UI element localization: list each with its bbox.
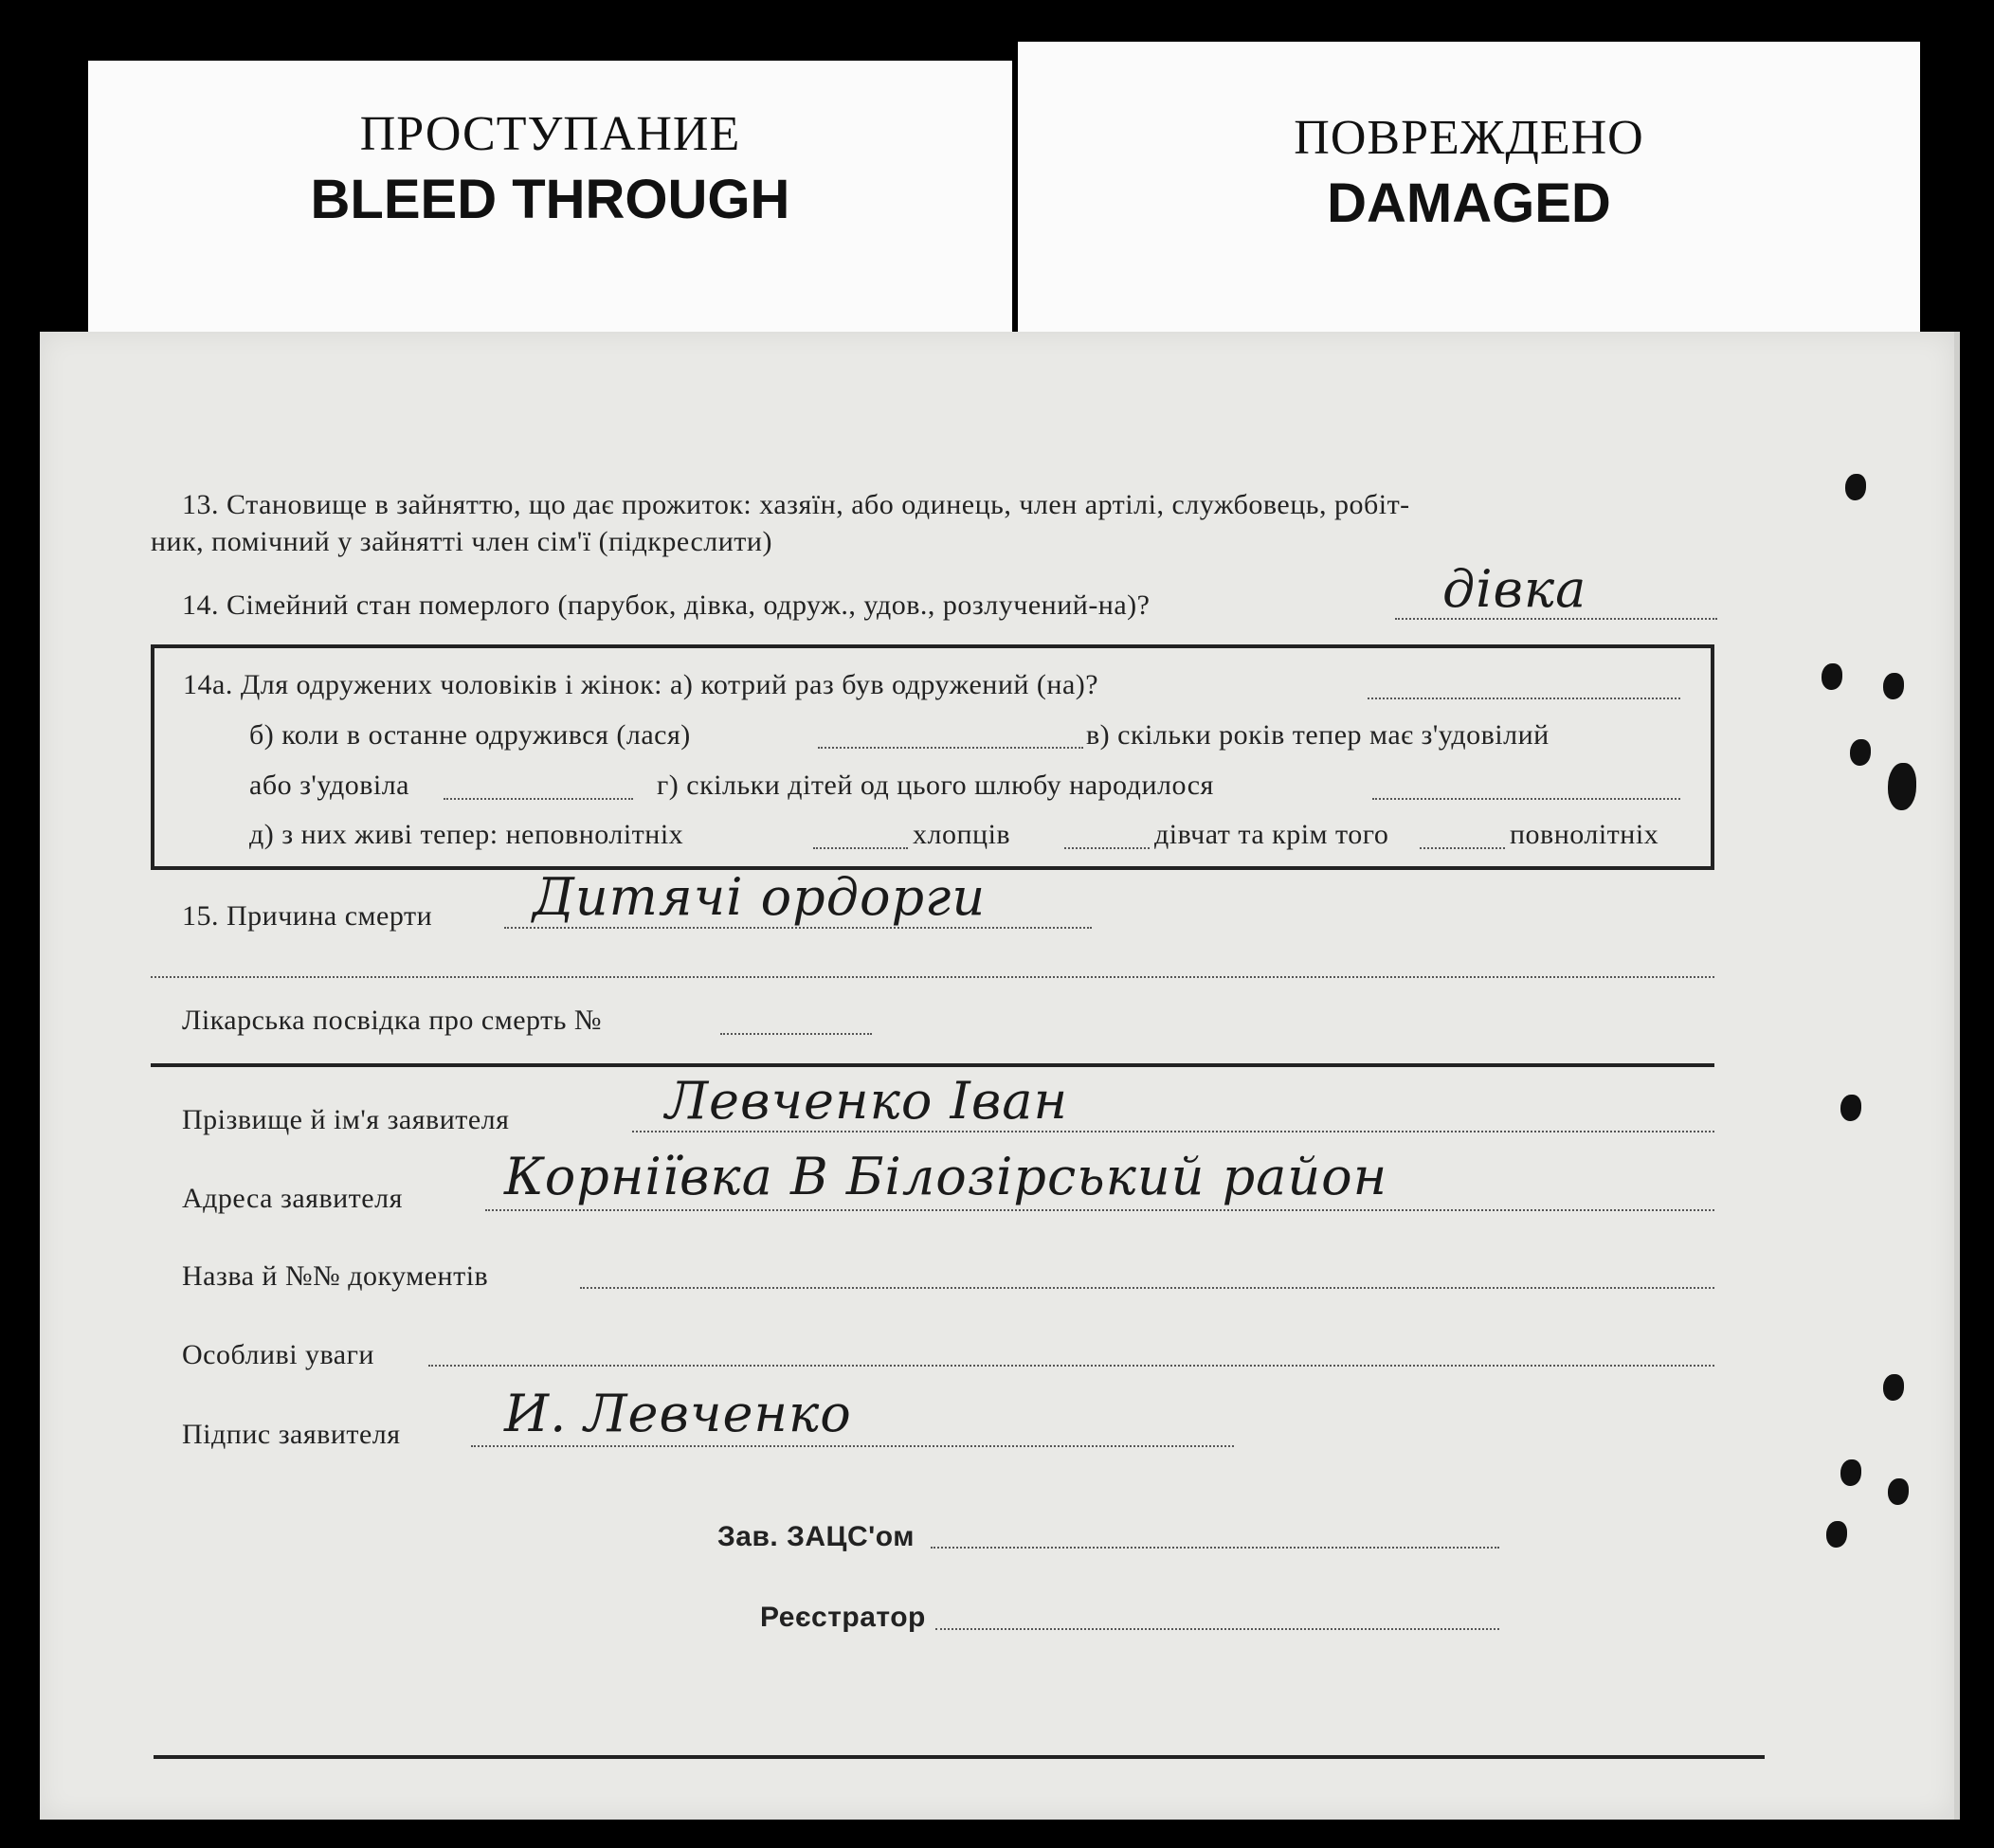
question-14a-line4c: дівчат та крім того xyxy=(1154,819,1389,850)
damage-hole xyxy=(1822,663,1842,690)
applicant-address-line xyxy=(485,1209,1714,1211)
question-14a-children-line xyxy=(1372,798,1680,800)
question-13-line2: ник, помічний у зайнятті член сім'ї (підкреслити) xyxy=(151,526,772,557)
applicant-name-line xyxy=(632,1131,1714,1132)
medical-certificate-label: Лікарська посвідка про смерть № xyxy=(182,1005,603,1036)
question-14-answer: дівка xyxy=(1442,559,1587,619)
applicant-name-label: Прізвище й ім'я заявителя xyxy=(182,1104,510,1135)
question-14a-line4d: повнолітніх xyxy=(1510,819,1659,850)
bleed-through-label-en: BLEED THROUGH xyxy=(310,169,790,230)
question-14a-line2a: б) коли в останне одружився (лася) xyxy=(249,719,691,751)
death-record-form-page xyxy=(40,332,1960,1820)
notes-label: Особливі уваги xyxy=(182,1339,374,1370)
question-14a-line3b: г) скільки дітей од цього шлюбу народилося xyxy=(657,770,1214,801)
section-divider-bottom xyxy=(154,1755,1765,1759)
question-14a-line4b: хлопців xyxy=(913,819,1011,850)
damage-hole xyxy=(1840,1095,1861,1121)
question-14a-boys-line xyxy=(1064,847,1150,849)
applicant-name-answer: Левченко Іван xyxy=(665,1071,1069,1131)
notes-line xyxy=(428,1365,1714,1367)
question-14a-box xyxy=(151,644,1714,870)
question-14a-widow-line xyxy=(444,798,633,800)
question-14a-line4a: д) з них живі тепер: неповнолітніх xyxy=(249,819,684,850)
damage-hole xyxy=(1845,474,1866,500)
medical-certificate-number-line xyxy=(720,1033,872,1035)
damaged-label-ru: ПОВРЕЖДЕНО xyxy=(1294,111,1644,165)
damage-hole xyxy=(1883,1374,1904,1401)
question-14a-girls-line xyxy=(1420,847,1505,849)
head-registry-label: Зав. ЗАЦС'ом xyxy=(717,1521,915,1552)
registrar-line xyxy=(935,1628,1499,1630)
bleed-through-label-ru: ПРОСТУПАНИЕ xyxy=(359,107,741,161)
question-14a-minors-line xyxy=(813,847,908,849)
documents-line xyxy=(580,1287,1714,1289)
documents-label: Назва й №№ документів xyxy=(182,1260,489,1292)
question-14-label: 14. Сімейний стан померлого (парубок, дівка, одруж., удов., розлучений-на)? xyxy=(182,589,1151,621)
applicant-address-answer: Корніївка В Білозірський район xyxy=(504,1147,1388,1206)
question-15-label: 15. Причина смерти xyxy=(182,900,433,932)
question-15-answer-line xyxy=(504,927,1092,929)
damage-hole xyxy=(1888,1478,1909,1505)
question-14a-line2b: в) скільки років тепер має з'удовілий xyxy=(1086,719,1550,751)
damaged-label-en: DAMAGED xyxy=(1327,172,1611,234)
damage-hole xyxy=(1850,739,1871,766)
damaged-label-card xyxy=(1018,42,1920,345)
question-15-answer: Дитячі ордорги xyxy=(533,867,987,927)
damage-hole xyxy=(1826,1521,1847,1548)
question-14a-b-line xyxy=(818,747,1083,749)
signature-line xyxy=(471,1445,1234,1447)
question-14a-line1: 14а. Для одружених чоловіків і жінок: а) котрий раз був одружений (на)? xyxy=(183,669,1099,700)
question-13-line1: 13. Становище в зайняттю, що дає прожиток: хазяїн, або одинець, член артілі, службовець, робіт- xyxy=(182,489,1410,520)
signature-answer: И. Левченко xyxy=(504,1384,852,1443)
applicant-address-label: Адреса заявителя xyxy=(182,1183,403,1214)
question-14a-line3a: або з'удовіла xyxy=(249,770,409,801)
damage-hole xyxy=(1883,673,1904,699)
question-14a-a-line xyxy=(1368,698,1680,699)
damage-hole xyxy=(1840,1459,1861,1486)
damage-hole xyxy=(1888,763,1916,810)
question-15-second-line xyxy=(151,976,1714,978)
bleed-through-label-card xyxy=(88,61,1012,345)
section-divider-top xyxy=(151,1063,1714,1067)
head-registry-line xyxy=(931,1547,1499,1549)
signature-label: Підпис заявителя xyxy=(182,1419,401,1450)
registrar-label: Реєстратор xyxy=(760,1602,926,1633)
